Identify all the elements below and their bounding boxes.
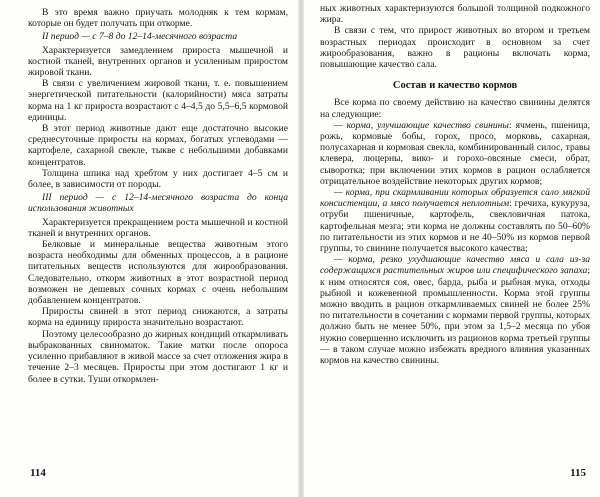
paragraph: Белковые и минеральные вещества животным этого возраста необходимы для обменных процессов, а в рационе питательных веществ используются для жирообразования. Следовательно, откорм животных в этот возрастной период возможен не дешевых сочных кормах с очень небольшим добавлением концентратов. [28, 239, 288, 307]
list-item-label: — корма, при скармливании которых образуется сало мягкой консистенции, а мясо получается неплотным [320, 187, 590, 210]
list-item [320, 120, 590, 187]
section-title: Состав и качество кормов [392, 80, 518, 92]
paragraph: Поэтому целесообразно до жирных кондиций откармливать выбракованных свиноматок. Такие матки после опороса усиленно прибавляют в живой массе за счет отложения жира в течение 2–3 месяцев. Приросты при этом достигают 1 кг и более в сутки. Туши откормлен- [28, 328, 288, 385]
list-item [320, 187, 590, 254]
paragraph: Все корма по своему действию на качество свинины делятся на следующие: [320, 97, 590, 120]
paragraph: В связи с тем, что прирост животных во втором и третьем возрастных периодах происходит в основном за счет жирообразования, важно в рационы включать корма, повышающие качество сала. [320, 25, 590, 71]
paragraph: ных животных характеризуются большой толщиной подкожного жира. [320, 3, 590, 26]
left-page [0, 0, 298, 497]
list-item-text: ; к ним относятся соя, овес, барда, рыба и рыбная мука, отходы рыбной и кожевенной промышленности. Корма этой группы можно вводить в рацион откармливаемых свиней не более 25% по питательности в сочетании с кормами первой группы, которых должно быть не менее 50%, при этом за 1,5–2 месяца по убоя нужно совершенно исключить из рационов корма третьей группы — в таком случае можно избежать вредного влияния указанных кормов на качество свинины. [320, 265, 590, 367]
list-item-text: : ячмень, пшеница, рожь, кормовые бобы, горох, просо, морковь, сахарная, полусахарная и кормовая свекла, комбинированный силос, травы клевера, люцерны, вико- и горохо-овсяные смеси, обрат, сыворотка; при включении этих кормов в рацион ослабляется отрицательное воздействие некоторых других кормов; [320, 119, 590, 187]
right-page [304, 0, 600, 497]
paragraph: Характеризуется прекращением роста мышечной и костной тканей и внутренних органов. [28, 216, 288, 239]
paragraph: В этот период животные дают еще достаточно высокие среднесуточные приросты на кормах, богатых углеводами — картофеле, сахарной свекле, тыкве с небольшими добавками концентратов. [28, 123, 288, 168]
list-item-text: : гречиха, кукуруза, отруби пшеничные, картофель, свекловичная патока, картофельная мезга; эти корма не должны составлять по 50–60% по питательности из этих кормов и не 40–50% из кормов первой группы, то свинине получается высокого качества; [320, 198, 590, 255]
paragraph: В связи с увеличением жировой ткани, т. е. повышением энергетической питательности (калорийности) мяса затраты корма на 1 кг прироста возрастают с 4–4,5 до 5,5–6,5 кормовой единицы. [28, 78, 288, 123]
page-number: 114 [30, 467, 46, 479]
period-heading: II период — с 7–8 до 12–14-месячного возраста [42, 31, 238, 43]
list-item-label: — корма, резко ухудшающие качество мяса и сала из-за содержащихся растительных жиров или специфического запаха [320, 254, 590, 277]
paragraph: Характеризуется замедлением прироста мышечной и костной тканей, внутренних органов и усиленным приростом жировой ткани. [28, 44, 288, 79]
paragraph: Толщина шпика над хребтом у них достигает 4–5 см и более, в зависимости от породы. [28, 167, 288, 191]
paragraph: Приросты свиней в этот период снижаются, а затраты корма на единицу прироста значительно возрастают. [28, 306, 288, 329]
period-heading: III период — с 12–14-месячного возраста до конца использования животных [28, 192, 288, 215]
paragraph: В это время важно приучать молодняк к тем кормам, которые он будет получать при откорме. [28, 7, 288, 30]
page-number: 115 [570, 467, 586, 479]
list-item [320, 254, 590, 366]
list-item-label: — корма, улучшающие качество свинины [334, 119, 509, 131]
